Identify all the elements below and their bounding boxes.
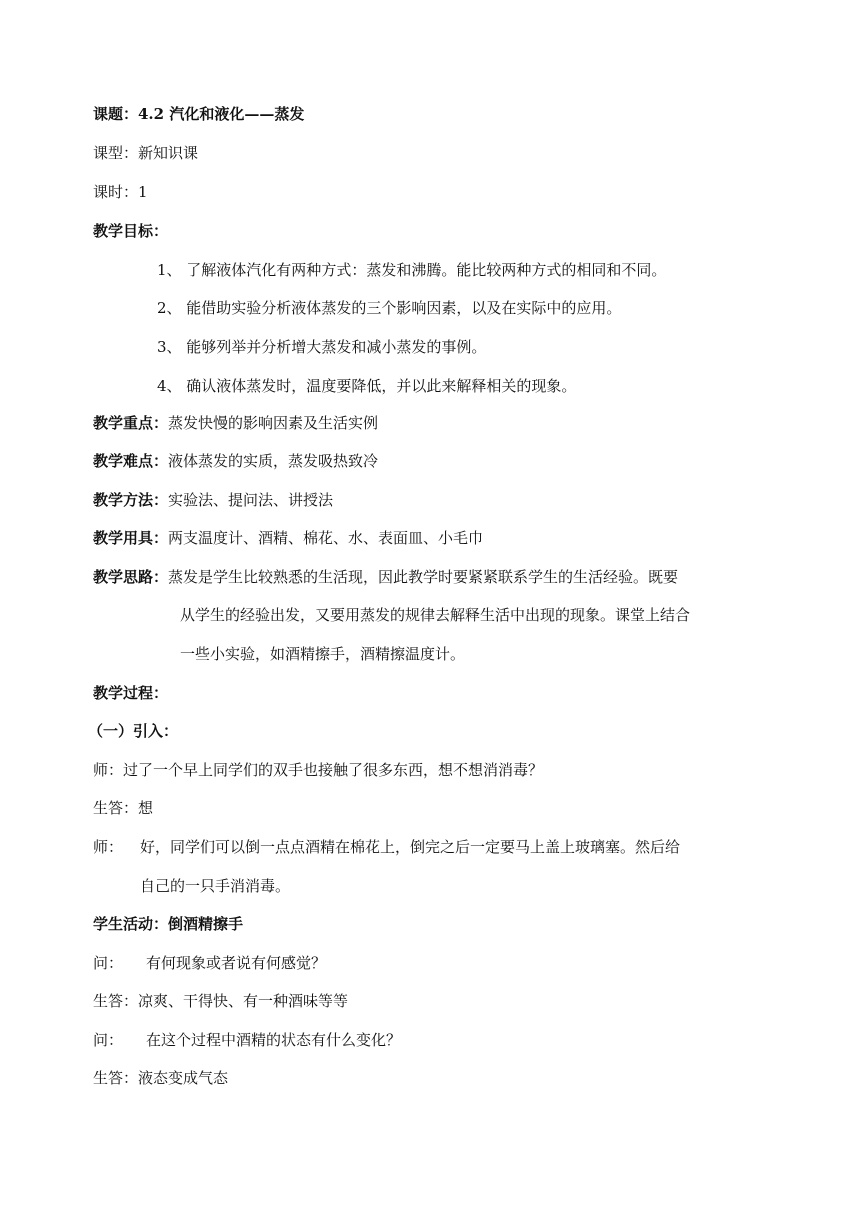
idea-label: 教学思路： — [93, 568, 169, 586]
intro-heading: （一）引入： — [88, 722, 179, 740]
question-text: 有何现象或者说有何感觉？ — [146, 954, 327, 972]
objective-item: 3、 能够列举并分析增大蒸发和减小蒸发的事例。 — [157, 338, 487, 356]
methods-text: 实验法、提问法、讲授法 — [168, 491, 334, 509]
lesson-title: 课题：4.2 汽化和液化——蒸发 — [93, 105, 305, 123]
objectives-heading: 教学目标： — [93, 222, 169, 240]
question-label: 问： — [93, 954, 124, 972]
objective-item: 2、 能借助实验分析液体蒸发的三个影响因素，以及在实际中的应用。 — [157, 299, 622, 317]
question-text: 在这个过程中酒精的状态有什么变化？ — [146, 1031, 402, 1049]
question-line — [93, 953, 326, 973]
teacher-label: 师： — [93, 838, 124, 856]
student-activity: 学生活动：倒酒精擦手 — [93, 915, 244, 933]
idea-text: 蒸发是学生比较熟悉的生活现，因此教学时要紧紧联系学生的生活经验。既要 — [168, 568, 679, 586]
lesson-type: 课型：新知识课 — [93, 144, 199, 162]
idea-text: 一些小实验，如酒精擦手，酒精擦温度计。 — [180, 645, 466, 663]
teacher-line — [93, 837, 680, 857]
key-point-text: 蒸发快慢的影响因素及生活实例 — [168, 414, 379, 432]
idea-text: 从学生的经验出发，又要用蒸发的规律去解释生活中出现的现象。课堂上结合 — [180, 606, 691, 624]
objective-item: 4、 确认液体蒸发时，温度要降低，并以此来解释相关的现象。 — [157, 377, 577, 395]
student-answer: 生答：液态变成气态 — [93, 1069, 229, 1087]
lesson-hours: 课时：1 — [93, 183, 148, 201]
tools-label: 教学用具： — [93, 529, 169, 547]
difficulty-label: 教学难点： — [93, 452, 169, 470]
process-heading: 教学过程： — [93, 684, 169, 702]
teacher-text: 好，同学们可以倒一点点酒精在棉花上，倒完之后一定要马上盖上玻璃塞。然后给 — [140, 838, 681, 856]
tools-text: 两支温度计、酒精、棉花、水、表面皿、小毛巾 — [168, 529, 484, 547]
question-line — [93, 1030, 401, 1050]
key-point-label: 教学重点： — [93, 414, 169, 432]
difficulty-row — [93, 451, 378, 471]
teacher-text: 自己的一只手消消毒。 — [140, 877, 291, 895]
teacher-line: 师：过了一个早上同学们的双手也接触了很多东西，想不想消消毒？ — [93, 761, 544, 779]
student-answer: 生答：凉爽、干得快、有一种酒味等等 — [93, 992, 349, 1010]
methods-label: 教学方法： — [93, 491, 169, 509]
question-label: 问： — [93, 1031, 124, 1049]
difficulty-text: 液体蒸发的实质，蒸发吸热致冷 — [168, 452, 379, 470]
idea-row — [93, 567, 678, 587]
tools-row — [93, 528, 483, 548]
methods-row — [93, 490, 333, 510]
key-point-row — [93, 413, 378, 433]
student-answer: 生答：想 — [93, 799, 154, 817]
objective-item: 1、 了解液体汽化有两种方式：蒸发和沸腾。能比较两种方式的相同和不同。 — [157, 261, 667, 279]
